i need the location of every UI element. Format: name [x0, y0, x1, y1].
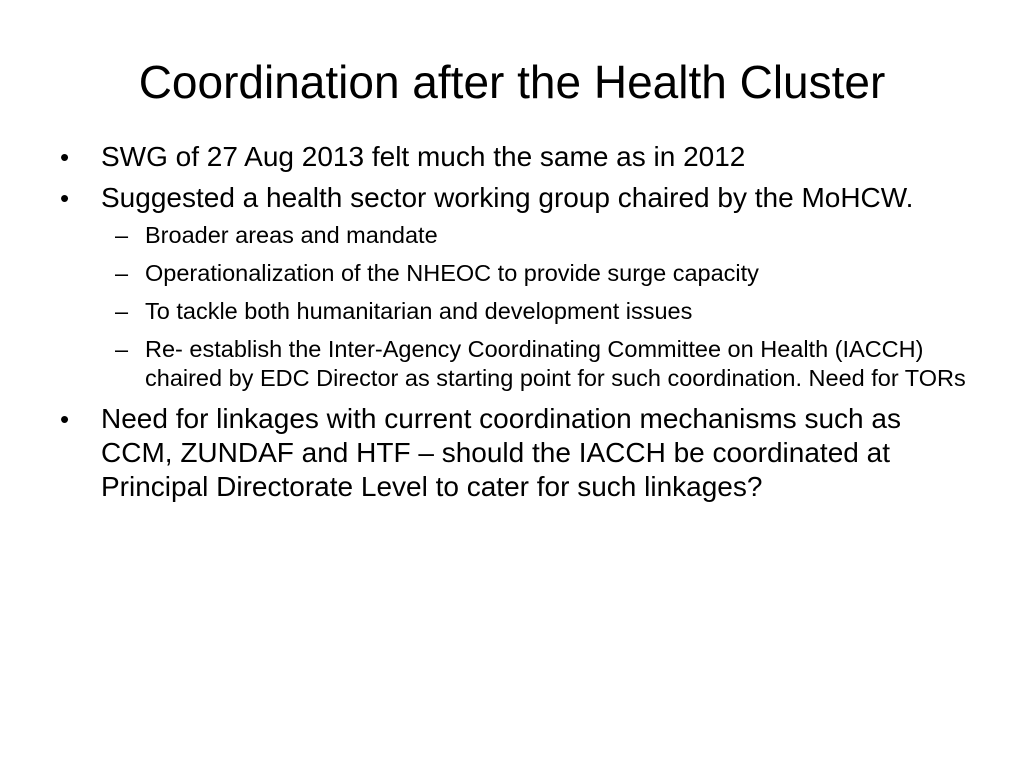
bullet-marker: •: [60, 404, 70, 434]
bullet-text: Suggested a health sector working group chaired by the MoHCW.: [101, 182, 914, 213]
sub-bullet-marker: –: [115, 222, 129, 248]
sub-bullet-marker: –: [115, 298, 129, 324]
bullet-text: Need for linkages with current coordination mechanisms such as CCM, ZUNDAF and HTF – should the IACCH be coordinated at Principal Directorate Level to cater for such linkages?: [101, 403, 901, 502]
bullet-item-3: [60, 402, 980, 504]
sub-bullet-text: Operationalization of the NHEOC to provide surge capacity: [145, 260, 759, 286]
bullet-item-1: [60, 140, 980, 174]
sub-bullet-item-1: [101, 221, 980, 250]
sub-bullet-item-3: [101, 297, 980, 326]
bullet-item-2: [60, 181, 980, 393]
sub-bullet-text: Broader areas and mandate: [145, 222, 438, 248]
sub-bullet-text: Re- establish the Inter-Agency Coordinating Committee on Health (IACCH) chaired by EDC Director as starting point for such coordination. Need for TORs: [145, 336, 966, 391]
bullet-marker: •: [60, 142, 70, 172]
sub-bullet-list: [101, 221, 980, 393]
bullet-text: SWG of 27 Aug 2013 felt much the same as in 2012: [101, 141, 746, 172]
sub-bullet-marker: –: [115, 336, 129, 362]
bullet-list: [60, 140, 980, 511]
sub-bullet-marker: –: [115, 260, 129, 286]
sub-bullet-item-2: [101, 259, 980, 288]
bullet-marker: •: [60, 183, 70, 213]
sub-bullet-text: To tackle both humanitarian and development issues: [145, 298, 693, 324]
slide-title: Coordination after the Health Cluster: [138, 56, 886, 108]
sub-bullet-item-4: [101, 335, 980, 393]
